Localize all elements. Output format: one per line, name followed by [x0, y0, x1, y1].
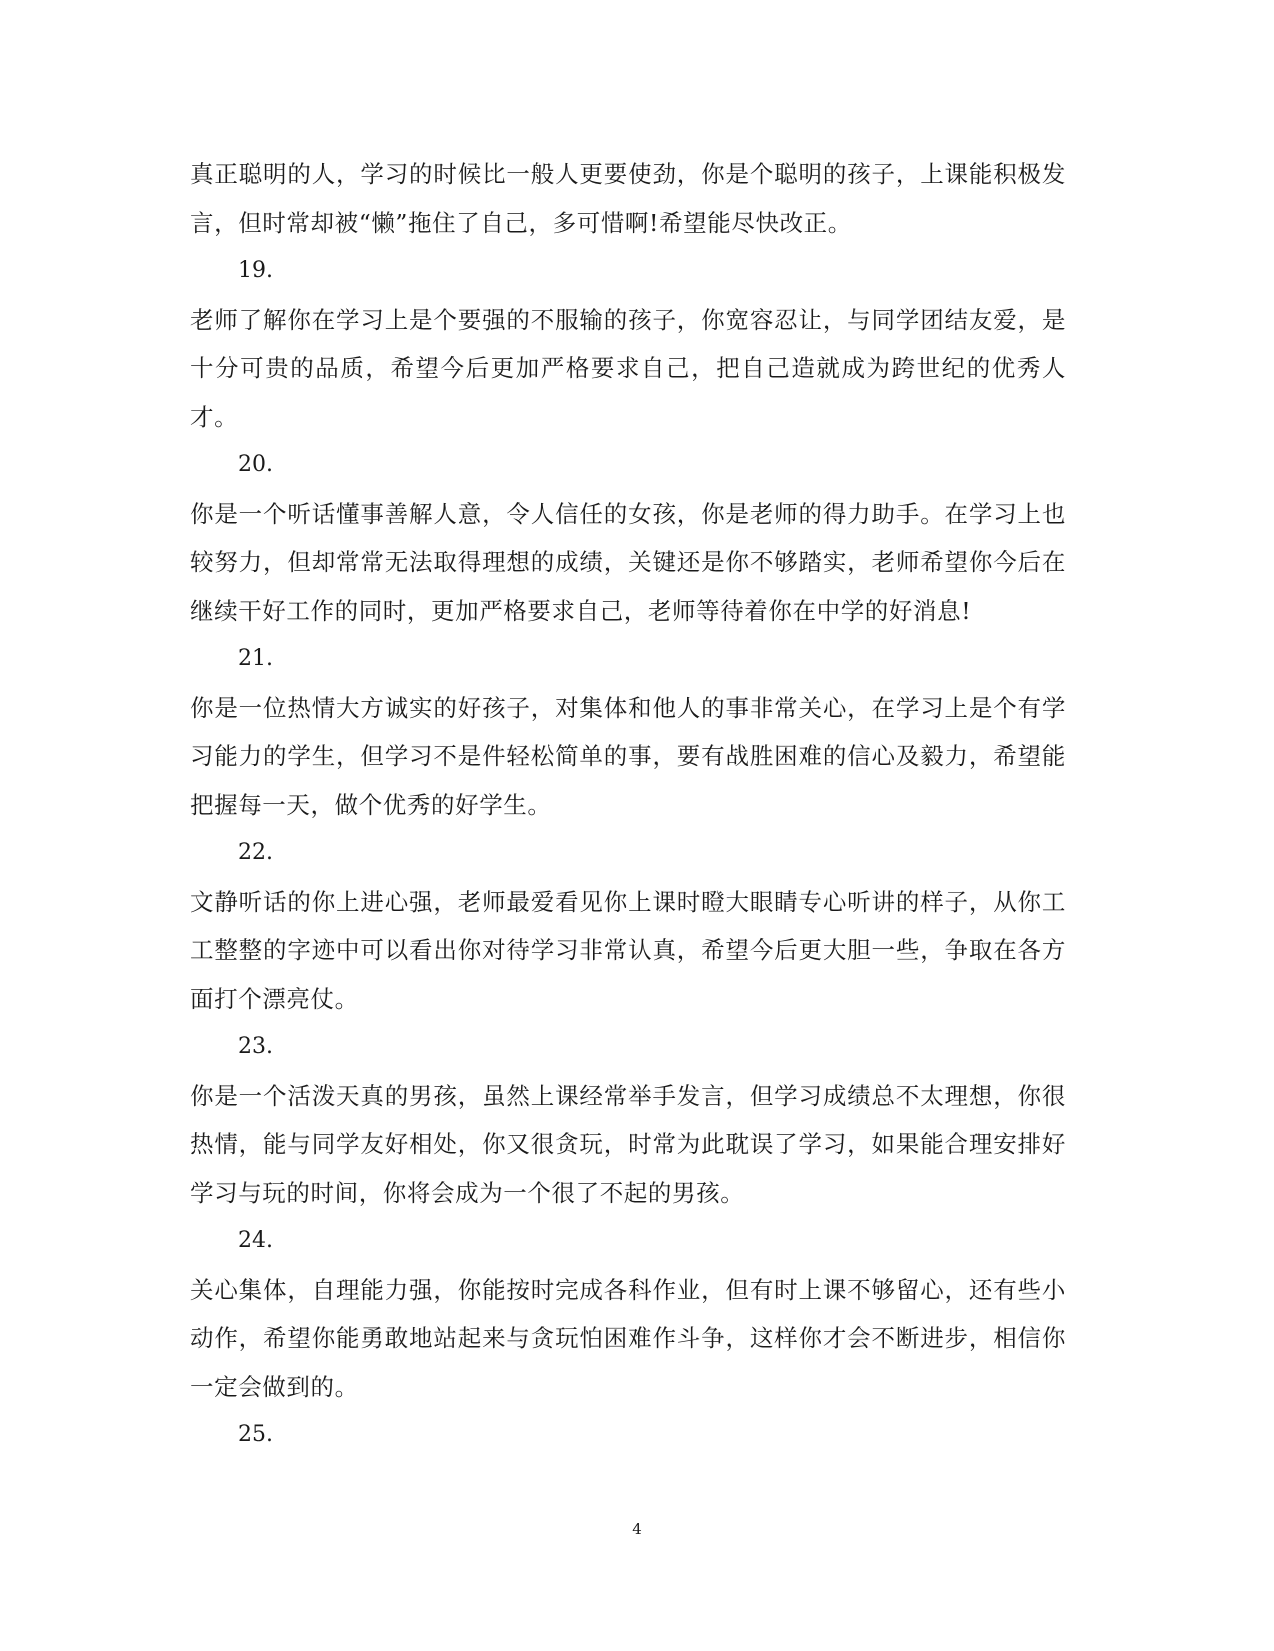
- item-number: 22.: [238, 840, 273, 865]
- comment-paragraph: 关心集体，自理能力强，你能按时完成各科作业，但有时上课不够留心，还有些小动作，希望你能勇敢地站起来与贪玩怕困难作斗争，这样你才会不断进步，相信你一定会做到的。: [190, 1275, 1066, 1401]
- item-number: 24.: [238, 1228, 273, 1253]
- item-number: 21.: [238, 646, 273, 671]
- comment-paragraph: 文静听话的你上进心强，老师最爱看见你上课时瞪大眼睛专心听讲的样子，从你工工整整的字迹中可以看出你对待学习非常认真，希望今后更大胆一些，争取在各方面打个漂亮仗。: [190, 887, 1066, 1013]
- comment-paragraph: 真正聪明的人，学习的时候比一般人更要使劲，你是个聪明的孩子，上课能积极发言，但时常却被“懒”拖住了自己，多可惜啊!希望能尽快改正。: [190, 160, 1066, 237]
- item-number: 19.: [238, 258, 273, 283]
- item-number: 25.: [238, 1422, 273, 1447]
- document-body: [190, 150, 1066, 1460]
- item-number: 23.: [238, 1034, 273, 1059]
- comment-paragraph: 老师了解你在学习上是个要强的不服输的孩子，你宽容忍让，与同学团结友爱，是十分可贵的品质，希望今后更加严格要求自己，把自己造就成为跨世纪的优秀人才。: [190, 305, 1066, 431]
- page-number: 4: [632, 1520, 642, 1538]
- item-number: 20.: [238, 452, 273, 477]
- comment-paragraph: 你是一位热情大方诚实的好孩子，对集体和他人的事非常关心，在学习上是个有学习能力的学生，但学习不是件轻松简单的事，要有战胜困难的信心及毅力，希望能把握每一天，做个优秀的好学生。: [190, 693, 1066, 819]
- comment-paragraph: 你是一个听话懂事善解人意，令人信任的女孩，你是老师的得力助手。在学习上也较努力，但却常常无法取得理想的成绩，关键还是你不够踏实，老师希望你今后在继续干好工作的同时，更加严格要求自己，老师等待着你在中学的好消息!: [190, 499, 1066, 625]
- comment-paragraph: 你是一个活泼天真的男孩，虽然上课经常举手发言，但学习成绩总不太理想，你很热情，能与同学友好相处，你又很贪玩，时常为此耽误了学习，如果能合理安排好学习与玩的时间，你将会成为一个很了不起的男孩。: [190, 1081, 1066, 1207]
